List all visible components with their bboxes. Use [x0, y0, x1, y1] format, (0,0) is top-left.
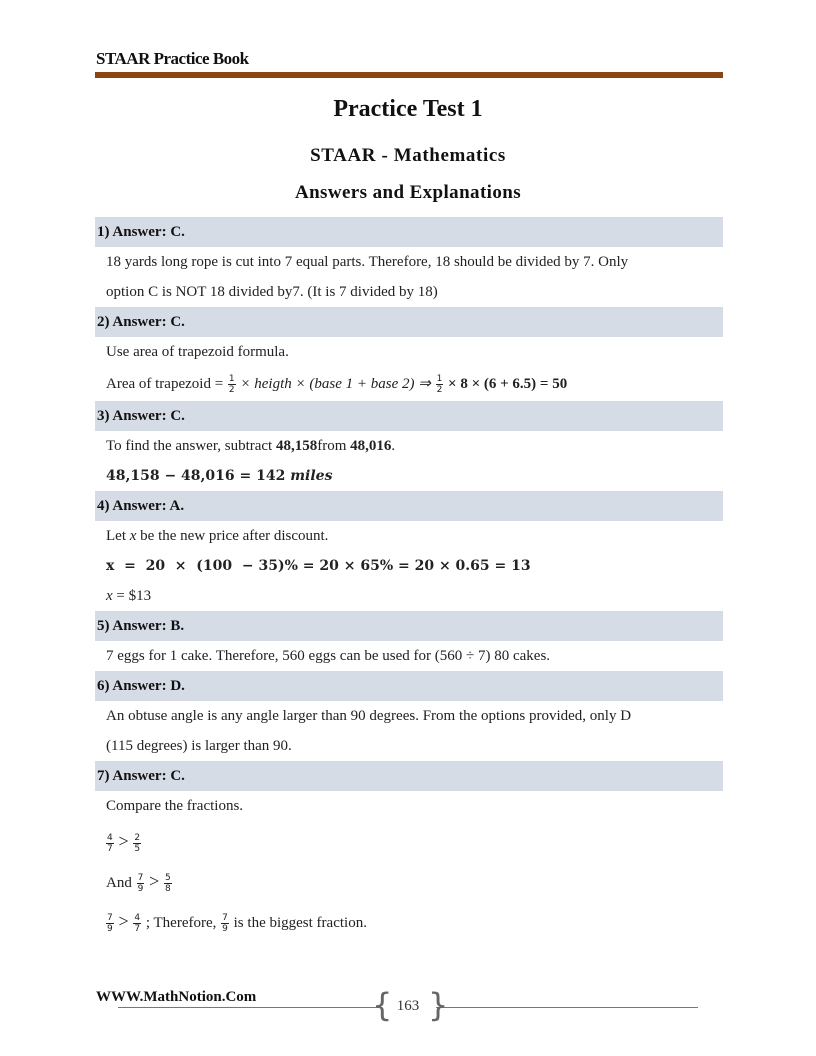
answer-1-line-2: option C is NOT 18 divided by7. (It is 7 divided by 18) [106, 284, 438, 300]
fraction: $\frac{2}{5}$ [134, 833, 141, 855]
left-brace-icon: { [372, 986, 393, 1024]
fraction: $\frac{4}{7}$ [107, 833, 113, 855]
fraction-half-2: $\frac{1}{2}$ [436, 374, 443, 396]
fraction-half-1: $\frac{1}{2}$ [228, 374, 235, 396]
answer-6-header: 6) Answer: D. [95, 671, 723, 701]
page-number: 163 [396, 998, 420, 1014]
answer-2-line-1: Use area of trapezoid formula. [106, 344, 289, 360]
footer-website: WWW.MathNotion.Com [96, 989, 257, 1005]
answer-3-calculation: 48,158 − 48,016 = 142 miles [106, 468, 333, 484]
subject-title: STAAR - Mathematics [310, 145, 506, 166]
formula-middle: × heigth × (base 1 + base 2) ⇒ [240, 376, 431, 392]
answer-6-line-2: (115 degrees) is larger than 90. [106, 738, 292, 754]
answer-2-formula [95, 367, 723, 401]
answer-5-header: 5) Answer: B. [95, 611, 723, 641]
answer-4-line-1: Let x be the new price after discount. [106, 528, 329, 544]
fraction: $\frac{7}{9}$ [137, 873, 144, 895]
answer-5-line-1: 7 eggs for 1 cake. Therefore, 560 eggs can be used for (560 ÷ 7) 80 cakes. [106, 648, 551, 664]
footer-rule-right [436, 1007, 698, 1008]
answer-1-line-1: 18 yards long rope is cut into 7 equal parts. Therefore, 18 should be divided by 7. Only [106, 254, 629, 270]
answer-7-header: 7) Answer: C. [95, 761, 723, 791]
answer-2-header: 2) Answer: C. [95, 307, 723, 337]
header-title: STAAR Practice Book [96, 49, 249, 68]
fraction: $\frac{5}{8}$ [164, 873, 171, 895]
answer-7-conclusion: $\frac{7}{9}$ > $\frac{4}{7}$ ; Therefore, $\frac{7}{9}$ is the biggest fraction. [107, 911, 367, 935]
footer-rule-left [118, 1007, 380, 1008]
answer-3-line-1: To find the answer, subtract 48,158from 48,016. [106, 438, 396, 454]
answer-7-line-1: Compare the fractions. [106, 798, 244, 814]
answer-7-comparison-1: $\frac{4}{7}$ > $\frac{2}{5}$ [107, 831, 141, 855]
fraction: $\frac{7}{9}$ [222, 913, 228, 935]
answer-7-comparison-2: And $\frac{7}{9}$ > $\frac{5}{8}$ [106, 871, 171, 895]
answer-4-result: x = $13 [106, 588, 152, 604]
fraction: $\frac{7}{9}$ [107, 913, 113, 935]
answer-6-line-1: An obtuse angle is any angle larger than 90 degrees. From the options provided, only D [106, 708, 632, 724]
answer-4-header: 4) Answer: A. [95, 491, 723, 521]
answer-1-header: 1) Answer: C. [95, 217, 723, 247]
answers-list [95, 217, 723, 941]
header-rule [95, 72, 723, 78]
formula-prefix: Area of trapezoid = [106, 376, 224, 392]
answer-4-equation: x = 20 × (100 − 35)% = 20 × 65% = 20 × 0.65 = 13 [106, 558, 531, 574]
page-title: Practice Test 1 [333, 96, 483, 122]
right-brace-icon: } [428, 986, 449, 1024]
answer-3-header: 3) Answer: C. [95, 401, 723, 431]
fraction: $\frac{4}{7}$ [134, 913, 141, 935]
formula-end: × 8 × (6 + 6.5) = 50 [448, 376, 568, 392]
section-title: Answers and Explanations [294, 182, 522, 203]
